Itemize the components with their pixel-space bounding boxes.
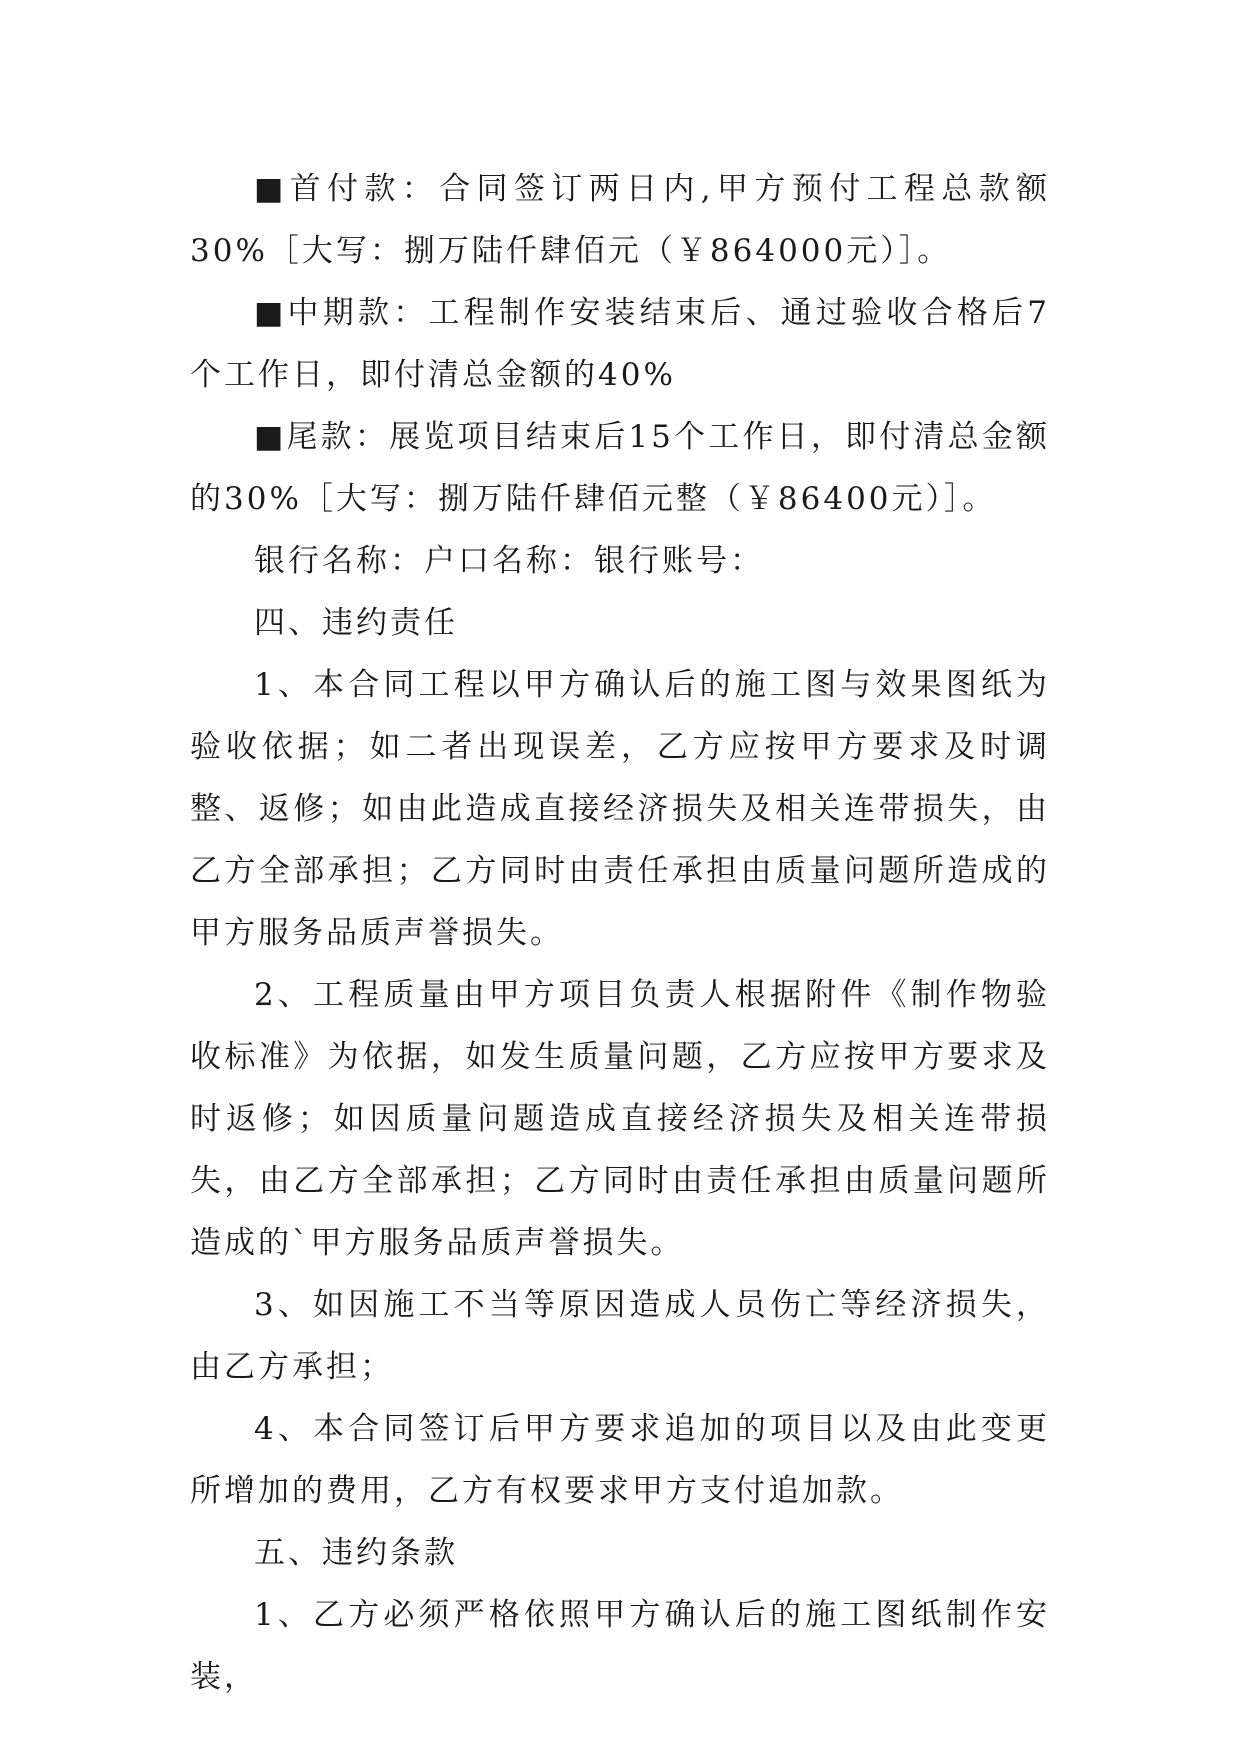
paragraph-terms-1: 1、乙方必须严格依照甲方确认后的施工图纸制作安装， — [190, 1597, 1050, 1695]
section-heading-breach-terms: 五、违约条款 — [254, 1535, 458, 1571]
paragraph-interim-payment: ■中期款：工程制作安装结束后、通过验收合格后7个工作日，即付清总金额的40% — [190, 295, 1050, 393]
paragraph-liability-2: 2、工程质量由甲方项目负责人根据附件《制作物验收标准》为依据，如发生质量问题，乙方应按甲方要求及时返修；如因质量问题造成直接经济损失及相关连带损失，由乙方全部承担；乙方同时由责任承担由质量问题所造成的`甲方服务品质声誉损失。 — [190, 977, 1050, 1261]
paragraph-liability-1: 1、本合同工程以甲方确认后的施工图与效果图纸为验收依据；如二者出现误差，乙方应按甲方要求及时调整、返修；如由此造成直接经济损失及相关连带损失，由乙方全部承担；乙方同时由责任承担由质量问题所造成的甲方服务品质声誉损失。 — [190, 667, 1050, 951]
paragraph-down-payment: ■首付款：合同签订两日内,甲方预付工程总款额30%［大写：捌万陆仟肆佰元（￥864000元）］。 — [190, 171, 1050, 269]
section-heading-breach-liability: 四、违约责任 — [254, 605, 458, 641]
paragraph-final-payment: ■尾款：展览项目结束后15个工作日，即付清总金额的30%［大写：捌万陆仟肆佰元整（￥86400元）］。 — [190, 419, 1050, 517]
document-body — [190, 158, 1050, 1708]
paragraph-liability-3: 3、如因施工不当等原因造成人员伤亡等经济损失，由乙方承担； — [190, 1287, 1050, 1385]
paragraph-liability-4: 4、本合同签订后甲方要求追加的项目以及由此变更所增加的费用，乙方有权要求甲方支付追加款。 — [190, 1411, 1050, 1509]
paragraph-bank-info: 银行名称：户口名称：银行账号： — [254, 543, 764, 579]
